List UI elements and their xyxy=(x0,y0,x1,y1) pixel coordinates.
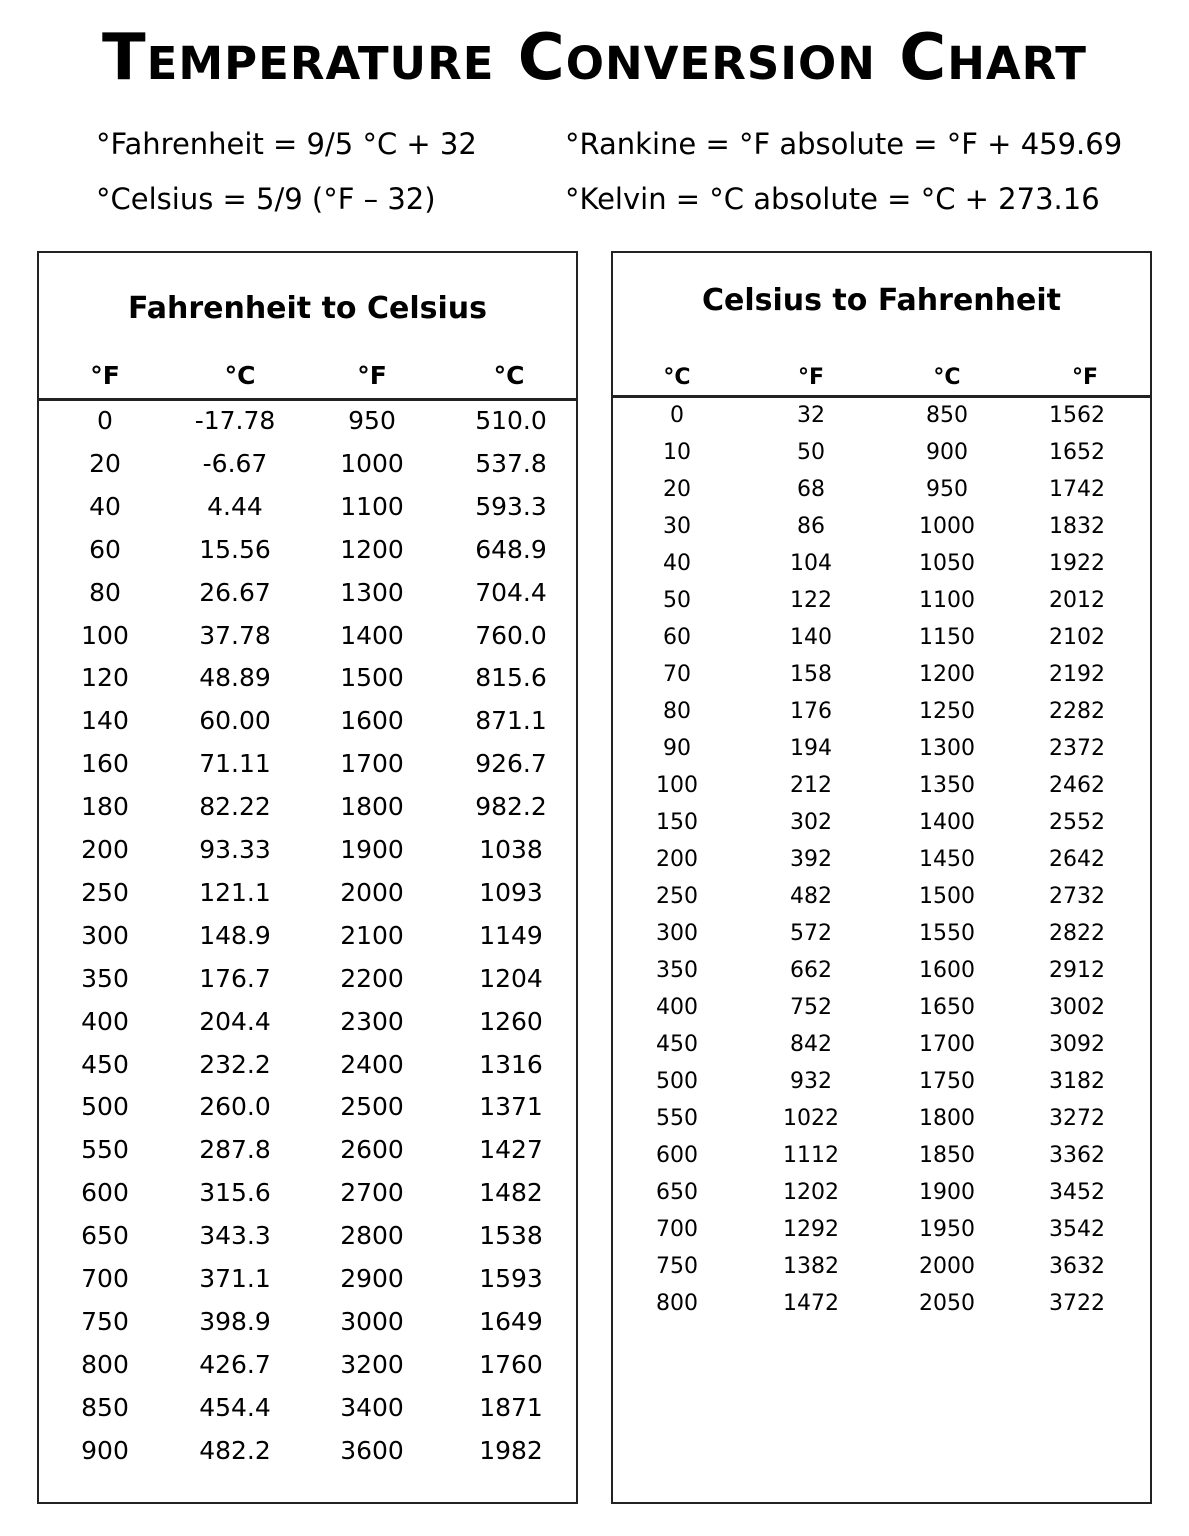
table-cell: 140 xyxy=(81,706,129,736)
table-cell: 68 xyxy=(797,477,825,502)
table-cell: 158 xyxy=(790,662,832,687)
table-cell: 800 xyxy=(656,1291,698,1316)
table-cell: 48.89 xyxy=(199,663,271,693)
table-cell: 1371 xyxy=(479,1092,543,1122)
table-cell: 1350 xyxy=(919,773,975,798)
table-cell: 2700 xyxy=(340,1178,404,1208)
kelvin-formula: °Kelvin = °C absolute = °C + 273.16 xyxy=(565,182,1100,216)
table-cell: 160 xyxy=(81,749,129,779)
table-cell: 2000 xyxy=(919,1254,975,1279)
table-cell: 450 xyxy=(656,1032,698,1057)
table-cell: 1204 xyxy=(479,963,543,993)
table-cell: -6.67 xyxy=(202,448,268,478)
table-cell: 900 xyxy=(926,440,968,465)
table-cell: 120 xyxy=(81,663,129,693)
table-cell: 1600 xyxy=(340,706,404,736)
table-cell: 3000 xyxy=(340,1306,404,1336)
rankine-formula: °Rankine = °F absolute = °F + 459.69 xyxy=(565,127,1123,161)
table-cell: 482.2 xyxy=(199,1435,271,1465)
table-cell: 40 xyxy=(89,491,121,521)
table-cell: 1593 xyxy=(479,1264,543,1293)
table-cell: 750 xyxy=(81,1306,129,1336)
table-cell: 1500 xyxy=(340,663,404,693)
page-title: Temperature Conversion Chart xyxy=(101,21,1088,95)
table-cell: 1750 xyxy=(919,1069,975,1094)
table-cell: 650 xyxy=(81,1221,129,1251)
table-cell: 1871 xyxy=(479,1392,543,1422)
table-cell: 20 xyxy=(89,448,121,478)
table-cell: 50 xyxy=(663,588,691,613)
celsius-formula: °Celsius = 5/9 (°F – 32) xyxy=(96,182,436,216)
table-cell: 3092 xyxy=(1049,1032,1105,1057)
table-cell: 204.4 xyxy=(199,1006,271,1036)
table-cell: 850 xyxy=(81,1392,129,1422)
table-cell: 93.33 xyxy=(199,835,271,864)
table-cell: 343.3 xyxy=(199,1221,271,1251)
table-cell: 1500 xyxy=(919,884,975,909)
column-header-f: °F xyxy=(90,361,120,390)
table-cell: 2200 xyxy=(340,963,404,993)
table-cell: 1100 xyxy=(919,588,975,613)
fahrenheit-formula: °Fahrenheit = 9/5 °C + 32 xyxy=(96,127,477,161)
table-cell: 482 xyxy=(790,884,832,909)
table-cell: 300 xyxy=(81,920,129,950)
table-cell: 950 xyxy=(348,406,396,435)
header-divider xyxy=(39,398,576,401)
table-cell: 70 xyxy=(663,662,691,687)
table-cell: 600 xyxy=(656,1143,698,1168)
table-cell: 950 xyxy=(926,477,968,502)
table-cell: 1112 xyxy=(783,1143,839,1168)
table-cell: 71.11 xyxy=(199,749,271,779)
table-cell: 1100 xyxy=(340,491,404,521)
table-cell: 1482 xyxy=(479,1178,543,1208)
table-cell: 82.22 xyxy=(199,792,271,822)
table-cell: 371.1 xyxy=(199,1264,271,1293)
table-cell: 1427 xyxy=(479,1135,543,1165)
table-cell: 2100 xyxy=(340,920,404,950)
table-cell: 250 xyxy=(81,877,129,907)
table-cell: 300 xyxy=(656,921,698,946)
table-cell: 1850 xyxy=(919,1143,975,1168)
column-header-f2: °F xyxy=(357,361,387,390)
table-cell: 0 xyxy=(670,403,684,428)
table-cell: 700 xyxy=(656,1217,698,1242)
table-cell: 572 xyxy=(790,921,832,946)
table-cell: 1982 xyxy=(479,1435,543,1465)
table-cell: 1900 xyxy=(919,1180,975,1205)
table-cell: 1022 xyxy=(783,1106,839,1131)
table-cell: 593.3 xyxy=(475,491,547,521)
table-cell: 4.44 xyxy=(207,491,263,521)
table-cell: 176 xyxy=(790,699,832,724)
table-cell: 871.1 xyxy=(475,706,547,736)
table-title: Fahrenheit to Celsius xyxy=(127,291,487,326)
table-cell: 40 xyxy=(663,551,691,576)
table-cell: 1562 xyxy=(1049,403,1105,428)
table-cell: 500 xyxy=(81,1092,129,1122)
table-cell: 148.9 xyxy=(199,920,271,950)
table-cell: 121.1 xyxy=(199,877,271,907)
column-header-c: °C xyxy=(663,365,691,390)
table-cell: 1292 xyxy=(783,1217,839,1242)
table-cell: 15.56 xyxy=(199,534,271,564)
table-cell: 60.00 xyxy=(199,706,271,736)
header-divider xyxy=(613,395,1150,398)
table-cell: 180 xyxy=(81,792,129,822)
table-cell: 400 xyxy=(656,995,698,1020)
table-cell: 100 xyxy=(81,620,129,650)
table-cell: 37.78 xyxy=(199,620,271,650)
table-cell: 800 xyxy=(81,1349,129,1379)
table-cell: 1382 xyxy=(783,1254,839,1279)
table-cell: 1093 xyxy=(479,877,543,907)
column-header-c2: °C xyxy=(933,365,961,390)
table-cell: 650 xyxy=(656,1180,698,1205)
table-cell: 1202 xyxy=(783,1180,839,1205)
table-cell: 2372 xyxy=(1049,736,1105,761)
table-cell: 176.7 xyxy=(199,963,271,993)
table-cell: 2732 xyxy=(1049,884,1105,909)
table-cell: 398.9 xyxy=(199,1306,271,1336)
table-cell: 450 xyxy=(81,1049,129,1079)
table-cell: 1000 xyxy=(340,448,404,478)
table-cell: 2400 xyxy=(340,1049,404,1079)
table-cell: 1800 xyxy=(340,792,404,822)
table-cell: 2600 xyxy=(340,1135,404,1165)
table-cell: 122 xyxy=(790,588,832,613)
table-cell: 194 xyxy=(790,736,832,761)
table-cell: 550 xyxy=(81,1135,129,1165)
table-cell: 1742 xyxy=(1049,477,1105,502)
table-cell: 3632 xyxy=(1049,1254,1105,1279)
table-cell: 2552 xyxy=(1049,810,1105,835)
table-cell: 392 xyxy=(790,847,832,872)
table-cell: 3542 xyxy=(1049,1217,1105,1242)
table-cell: 287.8 xyxy=(199,1135,271,1165)
table-cell: 3600 xyxy=(340,1435,404,1465)
table-cell: 2800 xyxy=(340,1221,404,1251)
table-cell: 90 xyxy=(663,736,691,761)
table-cell: 315.6 xyxy=(199,1178,271,1208)
table-cell: 1652 xyxy=(1049,440,1105,465)
table-cell: 2192 xyxy=(1049,662,1105,687)
table-cell: 510.0 xyxy=(475,406,547,435)
table-cell: 1649 xyxy=(479,1306,543,1336)
table-cell: 704.4 xyxy=(475,577,547,607)
table-cell: 926.7 xyxy=(475,749,547,779)
table-cell: 1700 xyxy=(919,1032,975,1057)
table-cell: 1800 xyxy=(919,1106,975,1131)
table-cell: 1200 xyxy=(919,662,975,687)
fahrenheit-to-celsius-table xyxy=(37,251,578,1504)
table-cell: 842 xyxy=(790,1032,832,1057)
table-cell: 2642 xyxy=(1049,847,1105,872)
table-cell: 1200 xyxy=(340,534,404,564)
table-cell: 2000 xyxy=(340,877,404,907)
table-cell: 26.67 xyxy=(199,577,271,607)
table-cell: 1316 xyxy=(479,1049,543,1079)
table-cell: 2012 xyxy=(1049,588,1105,613)
table-cell: 200 xyxy=(81,835,129,864)
table-cell: 1538 xyxy=(479,1221,543,1251)
column-header-c: °C xyxy=(224,361,256,390)
table-cell: 30 xyxy=(663,514,691,539)
table-cell: 1260 xyxy=(479,1006,543,1036)
table-cell: 350 xyxy=(656,958,698,983)
table-cell: 250 xyxy=(656,884,698,909)
table-cell: 260.0 xyxy=(199,1092,271,1122)
table-cell: 80 xyxy=(663,699,691,724)
table-cell: 1149 xyxy=(479,920,543,950)
table-cell: 1038 xyxy=(479,835,543,864)
table-cell: 932 xyxy=(790,1069,832,1094)
table-cell: 350 xyxy=(81,963,129,993)
table-cell: 3452 xyxy=(1049,1180,1105,1205)
table-cell: 752 xyxy=(790,995,832,1020)
table-cell: 2282 xyxy=(1049,699,1105,724)
table-cell: 1250 xyxy=(919,699,975,724)
table-cell: 0 xyxy=(97,406,113,435)
table-cell: 50 xyxy=(797,440,825,465)
table-cell: 2300 xyxy=(340,1006,404,1036)
table-cell: 200 xyxy=(656,847,698,872)
table-cell: 1550 xyxy=(919,921,975,946)
column-header-f2: °F xyxy=(1071,365,1099,390)
table-cell: 1600 xyxy=(919,958,975,983)
table-title: Celsius to Fahrenheit xyxy=(701,283,1061,318)
table-cell: 1300 xyxy=(340,577,404,607)
table-cell: 700 xyxy=(81,1264,129,1293)
table-cell: 3002 xyxy=(1049,995,1105,1020)
table-cell: 1150 xyxy=(919,625,975,650)
table-cell: 600 xyxy=(81,1178,129,1208)
table-cell: 1400 xyxy=(919,810,975,835)
table-cell: 1400 xyxy=(340,620,404,650)
table-cell: 662 xyxy=(790,958,832,983)
table-cell: 60 xyxy=(663,625,691,650)
table-cell: 80 xyxy=(89,577,121,607)
table-cell: 537.8 xyxy=(475,448,547,478)
table-cell: 20 xyxy=(663,477,691,502)
table-cell: 10 xyxy=(663,440,691,465)
table-cell: 3182 xyxy=(1049,1069,1105,1094)
table-cell: 815.6 xyxy=(475,663,547,693)
table-cell: 3362 xyxy=(1049,1143,1105,1168)
celsius-to-fahrenheit-table xyxy=(611,251,1152,1504)
table-cell: 1760 xyxy=(479,1349,543,1379)
table-cell: 982.2 xyxy=(475,792,547,822)
table-cell: 104 xyxy=(790,551,832,576)
table-cell: 760.0 xyxy=(475,620,547,650)
table-cell: 648.9 xyxy=(475,534,547,564)
table-cell: 3272 xyxy=(1049,1106,1105,1131)
table-cell: 750 xyxy=(656,1254,698,1279)
table-cell: 2050 xyxy=(919,1291,975,1316)
table-cell: 140 xyxy=(790,625,832,650)
table-cell: 3200 xyxy=(340,1349,404,1379)
table-cell: 550 xyxy=(656,1106,698,1131)
table-cell: 1950 xyxy=(919,1217,975,1242)
table-cell: 60 xyxy=(89,534,121,564)
table-cell: 900 xyxy=(81,1435,129,1465)
table-cell: 150 xyxy=(656,810,698,835)
table-cell: 454.4 xyxy=(199,1392,271,1422)
table-cell: 86 xyxy=(797,514,825,539)
table-cell: 426.7 xyxy=(199,1349,271,1379)
table-cell: 2822 xyxy=(1049,921,1105,946)
table-cell: -17.78 xyxy=(194,406,276,435)
table-cell: 302 xyxy=(790,810,832,835)
table-cell: 1000 xyxy=(919,514,975,539)
table-cell: 1300 xyxy=(919,736,975,761)
table-cell: 2912 xyxy=(1049,958,1105,983)
column-header-c2: °C xyxy=(493,361,525,390)
table-cell: 2500 xyxy=(340,1092,404,1122)
table-cell: 1472 xyxy=(783,1291,839,1316)
table-cell: 1050 xyxy=(919,551,975,576)
table-cell: 1650 xyxy=(919,995,975,1020)
table-cell: 500 xyxy=(656,1069,698,1094)
table-cell: 2462 xyxy=(1049,773,1105,798)
table-cell: 1900 xyxy=(340,835,404,864)
table-cell: 3400 xyxy=(340,1392,404,1422)
column-header-f: °F xyxy=(797,365,825,390)
table-cell: 850 xyxy=(926,403,968,428)
table-cell: 1700 xyxy=(340,749,404,779)
table-cell: 2102 xyxy=(1049,625,1105,650)
table-cell: 232.2 xyxy=(199,1049,271,1079)
table-cell: 1832 xyxy=(1049,514,1105,539)
table-cell: 400 xyxy=(81,1006,129,1036)
table-cell: 1922 xyxy=(1049,551,1105,576)
table-cell: 212 xyxy=(790,773,832,798)
table-cell: 2900 xyxy=(340,1264,404,1293)
table-cell: 3722 xyxy=(1049,1291,1105,1316)
table-cell: 1450 xyxy=(919,847,975,872)
table-cell: 100 xyxy=(656,773,698,798)
table-cell: 32 xyxy=(797,403,825,428)
